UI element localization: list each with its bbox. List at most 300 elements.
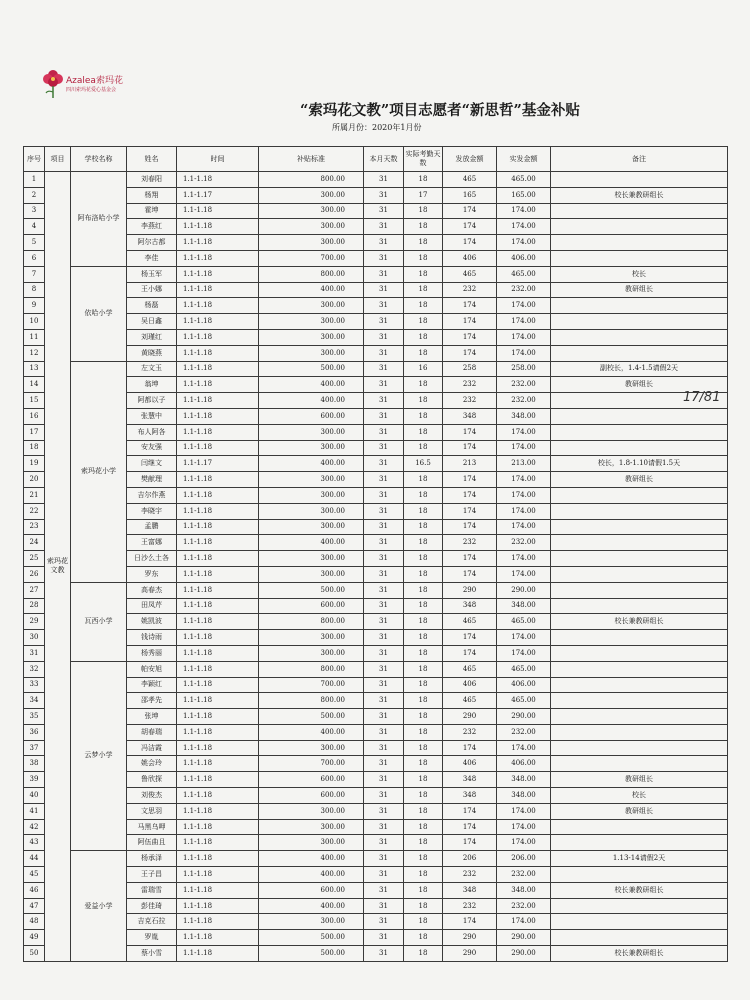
month-days-cell: 31 [364, 203, 404, 219]
table-row [24, 756, 728, 772]
row-number-cell: 43 [24, 835, 45, 851]
month-days-cell: 31 [364, 835, 404, 851]
standard-cell: 300.00 [259, 345, 364, 361]
month-days-cell: 31 [364, 709, 404, 725]
row-number-cell: 25 [24, 551, 45, 567]
table-row [24, 614, 728, 630]
table-row [24, 377, 728, 393]
month-days-cell: 31 [364, 598, 404, 614]
paid-amount-cell: 174.00 [497, 329, 551, 345]
time-cell: 1.1-1.18 [177, 566, 259, 582]
note-cell: 校长兼教研组长 [551, 187, 728, 203]
name-cell: 阿伍曲且 [127, 835, 177, 851]
row-number-cell: 1 [24, 172, 45, 188]
note-cell [551, 250, 728, 266]
note-cell [551, 551, 728, 567]
paid-amount-cell: 348.00 [497, 598, 551, 614]
note-cell [551, 535, 728, 551]
time-cell: 1.1-1.18 [177, 172, 259, 188]
paid-amount-cell: 174.00 [497, 440, 551, 456]
attendance-cell: 18 [404, 693, 443, 709]
amount-cell: 165 [443, 187, 497, 203]
row-number-cell: 39 [24, 772, 45, 788]
note-cell: 教研组长 [551, 772, 728, 788]
amount-cell: 174 [443, 630, 497, 646]
name-cell: 姚会玲 [127, 756, 177, 772]
paid-amount-cell: 290.00 [497, 946, 551, 962]
paid-amount-cell: 174.00 [497, 314, 551, 330]
attendance-cell: 18 [404, 345, 443, 361]
time-cell: 1.1-1.18 [177, 693, 259, 709]
month-days-cell: 31 [364, 440, 404, 456]
table-row [24, 898, 728, 914]
month-days-cell: 31 [364, 566, 404, 582]
note-cell [551, 867, 728, 883]
month-days-cell: 31 [364, 361, 404, 377]
standard-cell: 700.00 [259, 250, 364, 266]
row-number-cell: 10 [24, 314, 45, 330]
table-body [24, 172, 728, 962]
name-cell: 闫继文 [127, 456, 177, 472]
month-days-cell: 31 [364, 519, 404, 535]
note-cell [551, 835, 728, 851]
standard-cell: 800.00 [259, 661, 364, 677]
table-row [24, 219, 728, 235]
name-cell: 阿都以子 [127, 393, 177, 409]
note-cell [551, 630, 728, 646]
attendance-cell: 18 [404, 393, 443, 409]
month-days-cell: 31 [364, 882, 404, 898]
logo-name: Azalea索玛花 [66, 76, 123, 86]
table-row [24, 724, 728, 740]
name-cell: 吉尔作燕 [127, 487, 177, 503]
school-name-cell: 依哈小学 [71, 266, 127, 361]
row-number-cell: 16 [24, 408, 45, 424]
table-row [24, 598, 728, 614]
row-number-cell: 44 [24, 851, 45, 867]
name-cell: 刘俊杰 [127, 788, 177, 804]
name-cell: 帕安旭 [127, 661, 177, 677]
standard-cell: 800.00 [259, 172, 364, 188]
amount-cell: 290 [443, 582, 497, 598]
table-row [24, 740, 728, 756]
attendance-cell: 18 [404, 551, 443, 567]
amount-cell: 406 [443, 677, 497, 693]
standard-cell: 600.00 [259, 772, 364, 788]
row-number-cell: 5 [24, 235, 45, 251]
amount-cell: 174 [443, 314, 497, 330]
school-name-cell: 索玛花小学 [71, 361, 127, 582]
time-cell: 1.1-1.18 [177, 250, 259, 266]
month-days-cell: 31 [364, 582, 404, 598]
note-cell: 教研组长 [551, 803, 728, 819]
subsidy-table [23, 146, 728, 962]
month-days-cell: 31 [364, 661, 404, 677]
name-cell: 王子昌 [127, 867, 177, 883]
standard-cell: 400.00 [259, 898, 364, 914]
table-row [24, 472, 728, 488]
attendance-cell: 18 [404, 930, 443, 946]
paid-amount-cell: 348.00 [497, 882, 551, 898]
month-days-cell: 31 [364, 867, 404, 883]
standard-cell: 300.00 [259, 487, 364, 503]
month-days-cell: 31 [364, 756, 404, 772]
header-cell: 学校名称 [71, 147, 127, 172]
month-days-cell: 31 [364, 487, 404, 503]
note-cell: 教研组长 [551, 472, 728, 488]
amount-cell: 174 [443, 519, 497, 535]
row-number-cell: 36 [24, 724, 45, 740]
paid-amount-cell: 213.00 [497, 456, 551, 472]
table-row [24, 803, 728, 819]
table-row [24, 519, 728, 535]
standard-cell: 300.00 [259, 503, 364, 519]
row-number-cell: 3 [24, 203, 45, 219]
name-cell: 李晓宇 [127, 503, 177, 519]
amount-cell: 213 [443, 456, 497, 472]
standard-cell: 600.00 [259, 408, 364, 424]
note-cell [551, 598, 728, 614]
note-cell [551, 408, 728, 424]
month-days-cell: 31 [364, 740, 404, 756]
note-cell [551, 914, 728, 930]
time-cell: 1.1-1.18 [177, 487, 259, 503]
time-cell: 1.1-1.18 [177, 440, 259, 456]
month-days-cell: 31 [364, 408, 404, 424]
amount-cell: 174 [443, 298, 497, 314]
school-name-cell: 云梦小学 [71, 661, 127, 851]
standard-cell: 800.00 [259, 614, 364, 630]
attendance-cell: 18 [404, 756, 443, 772]
row-number-cell: 9 [24, 298, 45, 314]
standard-cell: 300.00 [259, 472, 364, 488]
attendance-cell: 18 [404, 835, 443, 851]
table-row [24, 645, 728, 661]
month-days-cell: 31 [364, 298, 404, 314]
attendance-cell: 18 [404, 867, 443, 883]
project-cell: 索玛花文教 [45, 172, 71, 962]
table-row [24, 235, 728, 251]
attendance-cell: 16.5 [404, 456, 443, 472]
table-row [24, 329, 728, 345]
note-cell: 校长 [551, 266, 728, 282]
row-number-cell: 19 [24, 456, 45, 472]
paid-amount-cell: 174.00 [497, 345, 551, 361]
paid-amount-cell: 232.00 [497, 898, 551, 914]
row-number-cell: 40 [24, 788, 45, 804]
row-number-cell: 4 [24, 219, 45, 235]
table-header-row [24, 147, 728, 172]
attendance-cell: 18 [404, 535, 443, 551]
attendance-cell: 18 [404, 819, 443, 835]
attendance-cell: 18 [404, 329, 443, 345]
amount-cell: 290 [443, 709, 497, 725]
month-days-cell: 31 [364, 803, 404, 819]
name-cell: 杨磊 [127, 298, 177, 314]
table-row [24, 882, 728, 898]
month-days-cell: 31 [364, 472, 404, 488]
month-days-cell: 31 [364, 819, 404, 835]
time-cell: 1.1-1.18 [177, 219, 259, 235]
attendance-cell: 18 [404, 219, 443, 235]
name-cell: 李燕红 [127, 219, 177, 235]
row-number-cell: 27 [24, 582, 45, 598]
row-number-cell: 47 [24, 898, 45, 914]
standard-cell: 300.00 [259, 740, 364, 756]
amount-cell: 174 [443, 345, 497, 361]
time-cell: 1.1-1.18 [177, 345, 259, 361]
name-cell: 杨承泽 [127, 851, 177, 867]
row-number-cell: 15 [24, 393, 45, 409]
amount-cell: 174 [443, 551, 497, 567]
table-row [24, 914, 728, 930]
amount-cell: 232 [443, 867, 497, 883]
table-row [24, 503, 728, 519]
paid-amount-cell: 174.00 [497, 503, 551, 519]
standard-cell: 300.00 [259, 219, 364, 235]
name-cell: 文思羽 [127, 803, 177, 819]
paid-amount-cell: 165.00 [497, 187, 551, 203]
amount-cell: 348 [443, 408, 497, 424]
row-number-cell: 31 [24, 645, 45, 661]
month-days-cell: 31 [364, 535, 404, 551]
table-row [24, 677, 728, 693]
time-cell: 1.1-1.18 [177, 882, 259, 898]
note-cell [551, 235, 728, 251]
time-cell: 1.1-1.18 [177, 203, 259, 219]
row-number-cell: 21 [24, 487, 45, 503]
time-cell: 1.1-1.18 [177, 630, 259, 646]
attendance-cell: 18 [404, 582, 443, 598]
month-days-cell: 31 [364, 377, 404, 393]
name-cell: 樊献理 [127, 472, 177, 488]
table-row [24, 566, 728, 582]
table-row [24, 172, 728, 188]
time-cell: 1.1-1.18 [177, 756, 259, 772]
time-cell: 1.1-1.18 [177, 551, 259, 567]
paid-amount-cell: 174.00 [497, 819, 551, 835]
amount-cell: 174 [443, 472, 497, 488]
name-cell: 高春杰 [127, 582, 177, 598]
name-cell: 左文玉 [127, 361, 177, 377]
attendance-cell: 18 [404, 472, 443, 488]
amount-cell: 232 [443, 377, 497, 393]
name-cell: 胡春瑞 [127, 724, 177, 740]
attendance-cell: 18 [404, 487, 443, 503]
note-cell: 校长兼教研组长 [551, 614, 728, 630]
time-cell: 1.1-1.18 [177, 614, 259, 630]
row-number-cell: 48 [24, 914, 45, 930]
header-cell: 项目 [45, 147, 71, 172]
amount-cell: 174 [443, 440, 497, 456]
amount-cell: 348 [443, 788, 497, 804]
attendance-cell: 18 [404, 408, 443, 424]
row-number-cell: 50 [24, 946, 45, 962]
standard-cell: 300.00 [259, 551, 364, 567]
paid-amount-cell: 232.00 [497, 535, 551, 551]
paid-amount-cell: 406.00 [497, 756, 551, 772]
header-cell: 实发金额 [497, 147, 551, 172]
paid-amount-cell: 232.00 [497, 282, 551, 298]
school-name-cell: 瓦西小学 [71, 582, 127, 661]
paid-amount-cell: 465.00 [497, 693, 551, 709]
time-cell: 1.1-1.18 [177, 582, 259, 598]
standard-cell: 400.00 [259, 867, 364, 883]
standard-cell: 800.00 [259, 693, 364, 709]
standard-cell: 300.00 [259, 803, 364, 819]
row-number-cell: 49 [24, 930, 45, 946]
month-days-cell: 31 [364, 172, 404, 188]
name-cell: 李佳 [127, 250, 177, 266]
name-cell: 布人阿各 [127, 424, 177, 440]
name-cell: 王小娜 [127, 282, 177, 298]
time-cell: 1.1-1.18 [177, 677, 259, 693]
attendance-cell: 18 [404, 788, 443, 804]
note-cell [551, 329, 728, 345]
note-cell [551, 582, 728, 598]
note-cell [551, 298, 728, 314]
row-number-cell: 2 [24, 187, 45, 203]
standard-cell: 500.00 [259, 582, 364, 598]
header-cell: 姓名 [127, 147, 177, 172]
amount-cell: 232 [443, 393, 497, 409]
amount-cell: 206 [443, 851, 497, 867]
table-row [24, 819, 728, 835]
table-row [24, 440, 728, 456]
table-row [24, 551, 728, 567]
note-cell [551, 709, 728, 725]
note-cell [551, 724, 728, 740]
paid-amount-cell: 174.00 [497, 566, 551, 582]
time-cell: 1.1-1.18 [177, 535, 259, 551]
row-number-cell: 30 [24, 630, 45, 646]
attendance-cell: 18 [404, 645, 443, 661]
paid-amount-cell: 232.00 [497, 393, 551, 409]
name-cell: 杨玉军 [127, 266, 177, 282]
amount-cell: 174 [443, 203, 497, 219]
amount-cell: 174 [443, 645, 497, 661]
standard-cell: 300.00 [259, 298, 364, 314]
amount-cell: 465 [443, 614, 497, 630]
row-number-cell: 12 [24, 345, 45, 361]
month-days-cell: 31 [364, 630, 404, 646]
table-row [24, 361, 728, 377]
attendance-cell: 18 [404, 203, 443, 219]
note-cell [551, 819, 728, 835]
table-row [24, 535, 728, 551]
month-days-cell: 31 [364, 345, 404, 361]
amount-cell: 174 [443, 819, 497, 835]
attendance-cell: 18 [404, 519, 443, 535]
paid-amount-cell: 348.00 [497, 788, 551, 804]
note-cell [551, 661, 728, 677]
time-cell: 1.1-1.17 [177, 187, 259, 203]
standard-cell: 300.00 [259, 819, 364, 835]
paid-amount-cell: 465.00 [497, 614, 551, 630]
time-cell: 1.1-1.18 [177, 393, 259, 409]
table-row [24, 282, 728, 298]
time-cell: 1.1-1.18 [177, 914, 259, 930]
header-cell: 补贴标准 [259, 147, 364, 172]
name-cell: 雷瑞雪 [127, 882, 177, 898]
table-row [24, 630, 728, 646]
name-cell: 安友强 [127, 440, 177, 456]
month-days-cell: 31 [364, 677, 404, 693]
name-cell: 邵孝先 [127, 693, 177, 709]
handwritten-note: 17/81 [683, 390, 721, 405]
month-days-cell: 31 [364, 914, 404, 930]
attendance-cell: 18 [404, 709, 443, 725]
attendance-cell: 18 [404, 566, 443, 582]
month-days-cell: 31 [364, 219, 404, 235]
attendance-cell: 18 [404, 282, 443, 298]
standard-cell: 300.00 [259, 914, 364, 930]
table-row [24, 345, 728, 361]
time-cell: 1.1-1.18 [177, 266, 259, 282]
attendance-cell: 17 [404, 187, 443, 203]
row-number-cell: 20 [24, 472, 45, 488]
attendance-cell: 18 [404, 677, 443, 693]
name-cell: 张慧中 [127, 408, 177, 424]
month-days-cell: 31 [364, 282, 404, 298]
month-days-cell: 31 [364, 456, 404, 472]
row-number-cell: 33 [24, 677, 45, 693]
standard-cell: 500.00 [259, 930, 364, 946]
note-cell [551, 345, 728, 361]
attendance-cell: 18 [404, 614, 443, 630]
standard-cell: 300.00 [259, 187, 364, 203]
attendance-cell: 18 [404, 740, 443, 756]
table-row [24, 487, 728, 503]
paid-amount-cell: 174.00 [497, 835, 551, 851]
standard-cell: 300.00 [259, 566, 364, 582]
table-row [24, 851, 728, 867]
paid-amount-cell: 406.00 [497, 677, 551, 693]
name-cell: 鲁欣探 [127, 772, 177, 788]
attendance-cell: 18 [404, 235, 443, 251]
document-title: “索玛花文教”项目志愿者“新思哲”基金补贴 [300, 102, 580, 119]
paid-amount-cell: 465.00 [497, 266, 551, 282]
table-row [24, 709, 728, 725]
time-cell: 1.1-1.18 [177, 661, 259, 677]
month-days-cell: 31 [364, 187, 404, 203]
standard-cell: 700.00 [259, 677, 364, 693]
time-cell: 1.1-1.18 [177, 377, 259, 393]
attendance-cell: 18 [404, 598, 443, 614]
school-name-cell: 爱益小学 [71, 851, 127, 962]
standard-cell: 500.00 [259, 946, 364, 962]
month-days-cell: 31 [364, 503, 404, 519]
standard-cell: 800.00 [259, 266, 364, 282]
note-cell [551, 219, 728, 235]
amount-cell: 174 [443, 803, 497, 819]
name-cell: 杨翔 [127, 187, 177, 203]
time-cell: 1.1-1.18 [177, 835, 259, 851]
time-cell: 1.1-1.18 [177, 519, 259, 535]
name-cell: 日沙么土各 [127, 551, 177, 567]
name-cell: 霍坤 [127, 203, 177, 219]
amount-cell: 290 [443, 946, 497, 962]
name-cell: 孟鹏 [127, 519, 177, 535]
paid-amount-cell: 174.00 [497, 235, 551, 251]
month-days-cell: 31 [364, 946, 404, 962]
standard-cell: 700.00 [259, 756, 364, 772]
note-cell [551, 314, 728, 330]
time-cell: 1.1-1.18 [177, 946, 259, 962]
paid-amount-cell: 174.00 [497, 740, 551, 756]
row-number-cell: 41 [24, 803, 45, 819]
time-cell: 1.1-1.18 [177, 329, 259, 345]
